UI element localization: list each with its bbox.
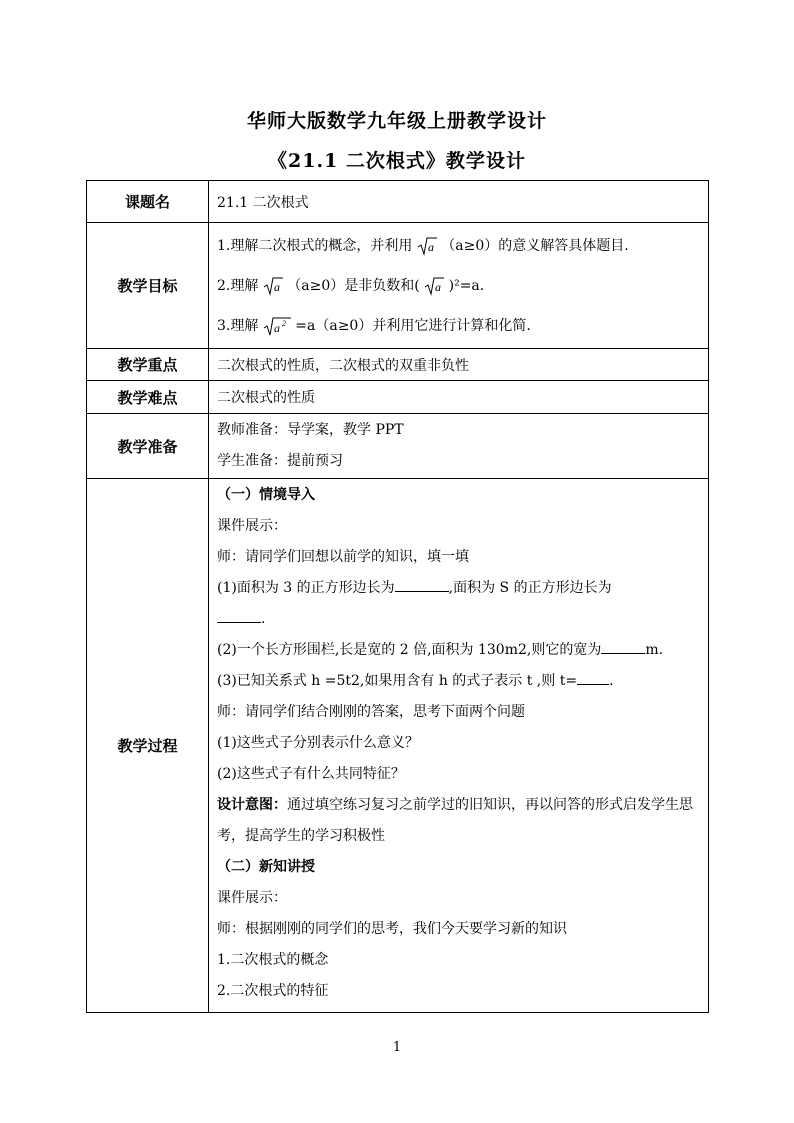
sqrt-a-symbol [263,276,283,296]
row-process [87,479,709,1013]
value-preparation [209,414,709,479]
row-topic [87,181,709,223]
courseware-2: 课件展示： [217,890,287,906]
goal-3-text-a: 3.理解 [217,317,259,334]
value-key-points: 二次根式的性质，二次根式的双重非负性 [209,349,709,381]
goal-1 [217,226,704,266]
goal-1-text-a: 1.理解二次根式的概念，并利用 [217,237,413,254]
question-2-text-a: (2)一个长方形围栏,长是宽的 2 倍,面积为 130m2,则它的宽为 [217,642,602,658]
question-3-text-b: . [609,673,614,689]
section-2-title: （二）新知讲授 [217,859,315,875]
sqrt-a-symbol [417,236,437,256]
sqrt-a-symbol [424,276,444,296]
value-process [209,479,709,1013]
goal-2-text-a: 2.理解 [217,277,259,294]
row-goals [87,223,709,349]
value-difficulties: 二次根式的性质 [209,381,709,414]
value-goals [209,223,709,349]
lesson-plan-table [86,180,709,1013]
svg-text:a: a [435,279,442,294]
question-3-text-a: (3)已知关系式 h =5t2,如果用含有 h 的式子表示 t ,则 t= [217,673,578,689]
question-1-text-a: (1)面积为 3 的正方形边长为 [217,580,395,596]
teacher-line-2: 师：请同学们结合刚刚的答案，思考下面两个问题 [217,704,525,720]
sqrt-a-squared-symbol [263,315,291,337]
page-number: 1 [392,1040,402,1055]
document-title: 华师大版数学九年级上册教学设计 [246,110,547,132]
answer-blank [601,639,645,654]
design-intent [217,790,704,852]
teacher-line-3: 师：根据刚刚的同学们的思考，我们今天要学习新的知识 [217,921,567,937]
question-1 [217,573,704,604]
label-preparation: 教学准备 [87,414,209,479]
item-1: 1.二次根式的概念 [217,952,329,968]
design-intent-label: 设计意图： [217,797,287,813]
question-2 [217,635,704,666]
svg-text:a: a [273,320,280,335]
document-subtitle: 《21.1 二次根式》教学设计 [268,150,526,172]
svg-text:a: a [427,239,434,254]
label-difficulties: 教学难点 [87,381,209,414]
row-preparation [87,414,709,479]
question-3 [217,666,704,697]
row-key-points [87,349,709,381]
question-2-text-b: m. [645,642,664,658]
design-intent-text: 通过填空练习复习之前学过的旧知识，再以问答的形式启发学生思考，提高学生的学习积极性 [217,797,693,844]
label-goals: 教学目标 [87,223,209,349]
label-topic: 课题名 [87,181,209,223]
question-4: (1)这些式子分别表示什么意义？ [217,735,419,751]
answer-blank [217,608,261,623]
answer-blank [577,670,609,685]
goal-2-text-b: （a≥0）是非负数和( [287,277,420,294]
goal-2 [217,266,704,306]
label-key-points: 教学重点 [87,349,209,381]
goal-1-text-b: （a≥0）的意义解答具体题目. [441,237,629,254]
courseware-1: 课件展示： [217,518,287,534]
question-1-text-c: . [261,611,266,627]
label-process: 教学过程 [87,479,209,1013]
answer-blank [395,577,449,592]
item-2: 2.二次根式的特征 [217,983,329,999]
goal-2-text-c: )²=a. [448,277,485,294]
svg-text:2: 2 [281,318,286,328]
value-topic: 21.1 二次根式 [209,181,709,223]
student-prep: 学生准备：提前预习 [217,453,343,469]
question-1-continued [217,604,704,635]
teacher-prep: 教师准备：导学案，教学 PPT [217,422,404,438]
goal-3 [217,306,704,346]
teacher-line-1: 师：请同学们回想以前学的知识，填一填 [217,549,469,565]
question-1-text-b: ,面积为 S 的正方形边长为 [448,580,612,596]
svg-text:a: a [273,279,280,294]
goal-3-text-b: =a（a≥0）并利用它进行计算和化简. [295,317,531,334]
section-1-title: （一）情境导入 [217,487,315,503]
row-difficulties [87,381,709,414]
question-5: (2)这些式子有什么共同特征？ [217,766,405,782]
